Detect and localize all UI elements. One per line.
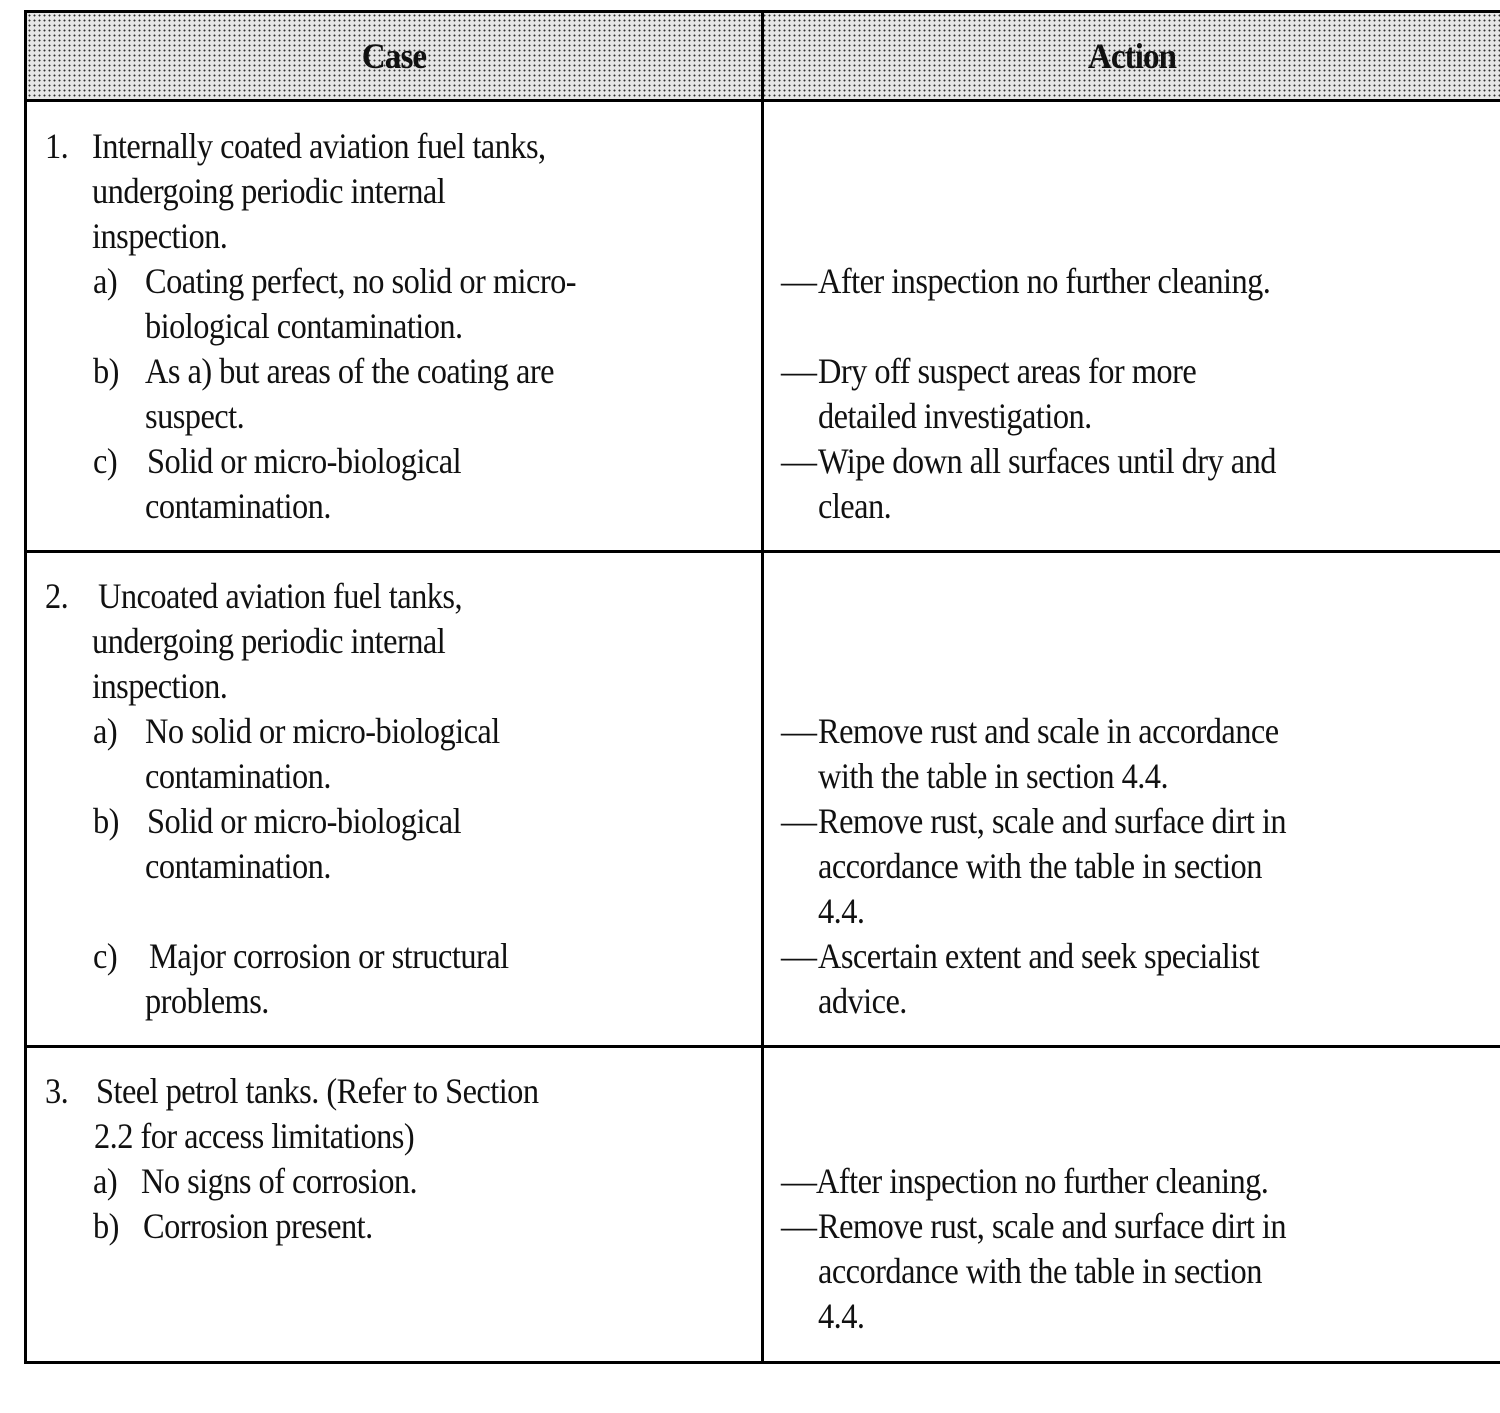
action-text: 4.4. <box>818 1296 865 1336</box>
dash-bullet: — <box>781 1161 817 1201</box>
dash-bullet: — <box>781 801 817 841</box>
action-text: detailed investigation. <box>818 396 1092 436</box>
subcase-text: Coating perfect, no solid or micro- <box>145 261 576 301</box>
case-number: 3. <box>45 1071 69 1111</box>
subcase-text: As a) but areas of the coating are <box>145 351 554 391</box>
subcase-text: Solid or micro-biological <box>147 801 462 841</box>
action-text: Ascertain extent and seek specialist <box>818 936 1260 976</box>
subcase-text: contamination. <box>145 756 331 796</box>
subcase-text: contamination. <box>145 486 331 526</box>
case-title-line: undergoing periodic internal <box>92 621 446 661</box>
case-number: 2. <box>45 576 69 616</box>
column-header-case: Case <box>361 36 427 76</box>
subcase-text: contamination. <box>145 846 331 886</box>
subcase-text: biological contamination. <box>145 306 463 346</box>
subcase-label: c) <box>93 441 118 481</box>
subcase-label: a) <box>93 261 118 301</box>
case-title-line: Internally coated aviation fuel tanks, <box>92 126 546 166</box>
dash-bullet: — <box>781 351 817 391</box>
dash-bullet: — <box>781 261 817 301</box>
case-title-line: inspection. <box>92 216 228 256</box>
action-text: After inspection no further cleaning. <box>816 1161 1269 1201</box>
column-header-action: Action <box>1087 36 1177 76</box>
action-text: Remove rust, scale and surface dirt in <box>818 801 1287 841</box>
subcase-label: a) <box>93 711 118 751</box>
subcase-label: c) <box>93 936 118 976</box>
case-title-line: inspection. <box>92 666 228 706</box>
case-title-line: Steel petrol tanks. (Refer to Section <box>96 1071 539 1111</box>
subcase-text: No signs of corrosion. <box>141 1161 418 1201</box>
subcase-label: b) <box>93 351 119 391</box>
dash-bullet: — <box>781 441 817 481</box>
column-divider <box>761 10 764 1364</box>
action-text: accordance with the table in section <box>818 1251 1262 1291</box>
subcase-text: No solid or micro-biological <box>145 711 500 751</box>
case-title-line: undergoing periodic internal <box>92 171 446 211</box>
subcase-text: suspect. <box>145 396 245 436</box>
case-title-line: 2.2 for access limitations) <box>94 1116 415 1156</box>
case-title-line: Uncoated aviation fuel tanks, <box>98 576 463 616</box>
action-text: After inspection no further cleaning. <box>818 261 1271 301</box>
action-text: Remove rust, scale and surface dirt in <box>818 1206 1287 1246</box>
dash-bullet: — <box>781 711 817 751</box>
dash-bullet: — <box>781 936 817 976</box>
subcase-text: problems. <box>145 981 269 1021</box>
action-text: with the table in section 4.4. <box>818 756 1169 796</box>
action-text: 4.4. <box>818 891 865 931</box>
action-text: advice. <box>818 981 907 1021</box>
subcase-label: b) <box>93 801 119 841</box>
dash-bullet: — <box>781 1206 817 1246</box>
action-text: clean. <box>818 486 892 526</box>
subcase-text: Major corrosion or structural <box>149 936 509 976</box>
subcase-label: a) <box>93 1161 118 1201</box>
action-text: Dry off suspect areas for more <box>818 351 1197 391</box>
subcase-label: b) <box>93 1206 119 1246</box>
action-text: Wipe down all surfaces until dry and <box>818 441 1276 481</box>
subcase-text: Corrosion present. <box>143 1206 373 1246</box>
action-text: accordance with the table in section <box>818 846 1262 886</box>
subcase-text: Solid or micro-biological <box>147 441 462 481</box>
action-text: Remove rust and scale in accordance <box>818 711 1279 751</box>
case-number: 1. <box>45 126 69 166</box>
